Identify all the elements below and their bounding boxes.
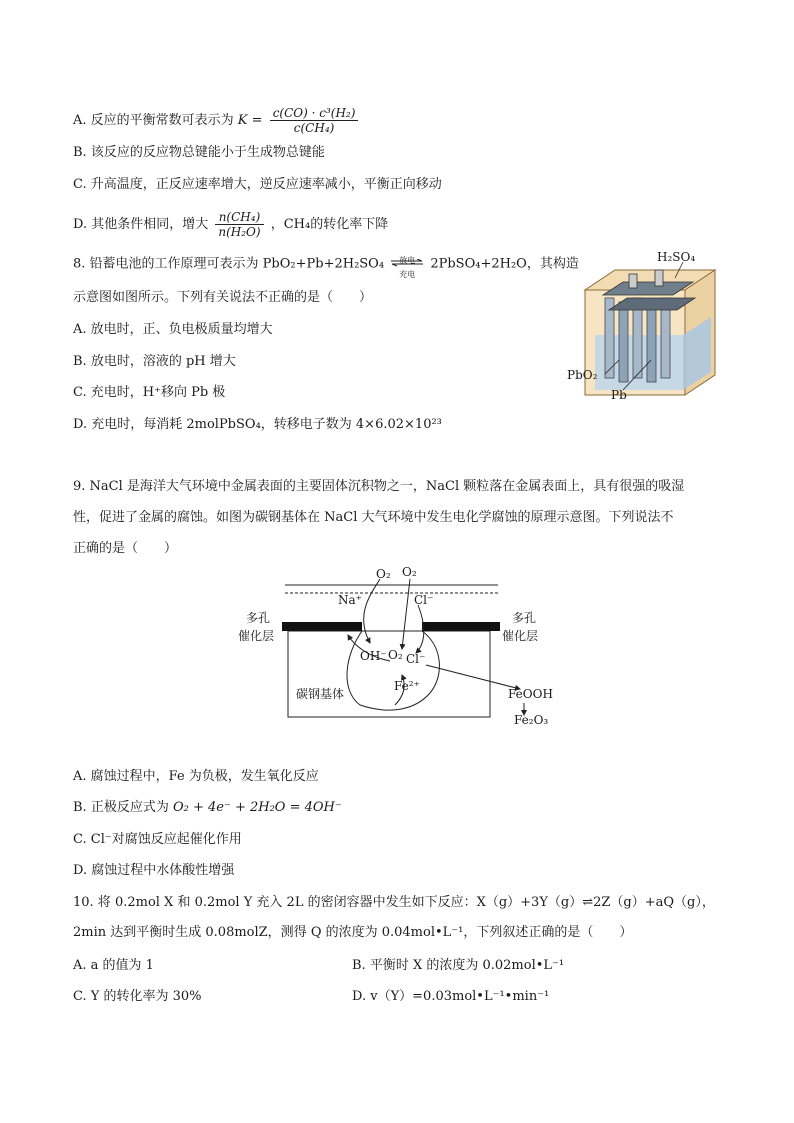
- q9-option-a: A. 腐蚀过程中，Fe 为负极，发生氧化反应: [73, 769, 319, 784]
- q7-option-a: A. 反应的平衡常数可表示为 K = $\frac{\text{c(CO) · c³(H₂)}}{\text{c(CH₄)}}$: [73, 106, 361, 135]
- q7-a-k: K =: [237, 113, 263, 128]
- fig8-label-pbo2: PbO₂: [567, 368, 598, 382]
- fig9-label-fe2o3: Fe₂O₃: [514, 713, 549, 727]
- q10-option-c: C. Y 的转化率为 30%: [73, 989, 202, 1004]
- fig9-label-o2-left: O₂: [376, 567, 391, 581]
- q8-stem-line-1: 8. 铅蓄电池的工作原理可表示为 PbO₂+Pb+2H₂SO₄ 放电 充电 2PbSO₄+2H₂O，其构造: [73, 253, 579, 275]
- fig9-label-na: Na⁺: [338, 593, 362, 607]
- fig9-label-o2-mid: O₂: [388, 648, 403, 662]
- q9-option-d: D. 腐蚀过程中水体酸性增强: [73, 863, 235, 878]
- corrosion-figure: [230, 565, 570, 735]
- reversible-arrow-icon: 放电 充电: [390, 253, 424, 275]
- q9-option-c: C. Cl⁻对腐蚀反应起催化作用: [73, 832, 242, 847]
- fig9-label-porous-right-1: 多孔: [512, 611, 537, 625]
- q9-b-equation: O₂ + 4e⁻ + 2H₂O = 4OH⁻: [172, 800, 342, 815]
- q9-option-b: B. 正极反应式为 O₂ + 4e⁻ + 2H₂O = 4OH⁻: [73, 800, 342, 815]
- q7-a-fraction: $\frac{\text{c(CO) · c³(H₂)}}{\text{c(CH₄)}}$: [270, 106, 359, 135]
- q8-option-b: B. 放电时，溶液的 pH 增大: [73, 354, 236, 369]
- fig9-label-oh: OH⁻: [360, 649, 387, 663]
- q7-option-b: B. 该反应的反应物总键能小于生成物总键能: [73, 145, 325, 160]
- fig9-label-o2-right: O₂: [402, 565, 417, 579]
- fig9-label-steel: 碳钢基体: [296, 687, 345, 701]
- fig9-label-porous-left-1: 多孔: [246, 611, 271, 625]
- fig8-label-h2so4: H₂SO₄: [657, 250, 696, 264]
- q7-option-d: D. 其他条件相同，增大 $\frac{\text{n(CH₄)}}{\text{n(H₂O)}}$ ，CH₄的转化率下降: [73, 210, 389, 239]
- fig9-label-fe: Fe²⁺: [394, 679, 420, 693]
- fig9-label-cl-mid: Cl⁻: [406, 652, 426, 666]
- q10-stem-line-2: 2min 达到平衡时生成 0.08molZ，测得 Q 的浓度为 0.04mol•L⁻¹，下列叙述正确的是（ ）: [73, 925, 633, 940]
- fig9-label-porous-right-2: 催化层: [502, 629, 539, 643]
- q7-d-fraction: $\frac{\text{n(CH₄)}}{\text{n(H₂O)}}$: [215, 210, 263, 239]
- q8-stem-line-2: 示意图如图所示。下列有关说法不正确的是（ ）: [73, 290, 373, 305]
- fig9-label-porous-left-2: 催化层: [238, 629, 275, 643]
- q10-option-a: A. a 的值为 1: [73, 958, 154, 973]
- q8-option-c: C. 充电时，H⁺移向 Pb 极: [73, 385, 226, 400]
- fig9-label-cl-top: Cl⁻: [414, 593, 434, 607]
- fig8-label-pb: Pb: [611, 388, 627, 402]
- q9-stem-line-3: 正确的是（ ）: [73, 541, 178, 556]
- q9-stem-line-1: 9. NaCl 是海洋大气环境中金属表面的主要固体沉积物之一，NaCl 颗粒落在金属表面上，具有很强的吸湿: [73, 479, 685, 494]
- q7-option-c: C. 升高温度，正反应速率增大，逆反应速率减小，平衡正向移动: [73, 177, 442, 192]
- q10-stem-line-1: 10. 将 0.2mol X 和 0.2mol Y 充入 2L 的密闭容器中发生如下反应：X（g）+3Y（g）⇌2Z（g）+aQ（g），: [73, 895, 715, 910]
- q10-option-d: D. v（Y）=0.03mol•L⁻¹•min⁻¹: [352, 989, 550, 1004]
- fig9-label-feooh: FeOOH: [508, 687, 553, 701]
- lead-battery-figure: [565, 250, 745, 410]
- q8-option-a: A. 放电时，正、负电极质量均增大: [73, 322, 273, 337]
- q10-option-b: B. 平衡时 X 的浓度为 0.02mol•L⁻¹: [352, 958, 565, 973]
- q8-option-d: D. 充电时，每消耗 2molPbSO₄，转移电子数为 4×6.02×10²³: [73, 417, 442, 432]
- q9-stem-line-2: 性，促进了金属的腐蚀。如图为碳钢基体在 NaCl 大气环境中发生电化学腐蚀的原理示意图。下列说法不: [73, 510, 674, 525]
